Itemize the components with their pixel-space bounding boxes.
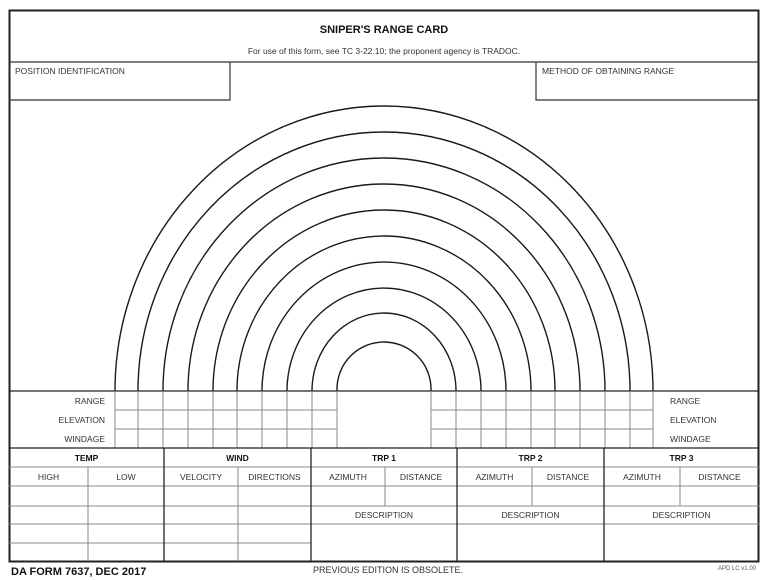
left-range-grid[interactable] xyxy=(115,391,337,448)
version-label: APD LC v1.00 xyxy=(717,566,756,572)
right-windage-label: WINDAGE xyxy=(670,434,711,444)
trp3-header: TRP 3 xyxy=(669,453,694,463)
trp3-description-field[interactable] xyxy=(605,525,757,560)
temp-low-header: LOW xyxy=(116,472,136,482)
right-range-grid[interactable] xyxy=(431,391,653,448)
wind-directions-field[interactable] xyxy=(239,487,310,560)
form-title: SNIPER'S RANGE CARD xyxy=(319,24,449,36)
trp2-azimuth-header: AZIMUTH xyxy=(475,472,514,482)
temp-high-header: HIGH xyxy=(37,472,60,482)
trp1-description-label: DESCRIPTION xyxy=(354,510,414,520)
trp2-azimuth-field[interactable] xyxy=(458,487,531,505)
trp3-distance-field[interactable] xyxy=(681,487,757,505)
trp2-distance-header: DISTANCE xyxy=(546,472,590,482)
trp3-azimuth-field[interactable] xyxy=(605,487,679,505)
edition-note: PREVIOUS EDITION IS OBSOLETE. xyxy=(313,565,464,575)
wind-directions-header: DIRECTIONS xyxy=(248,472,301,482)
left-elevation-label: ELEVATION xyxy=(58,415,105,425)
wind-header: WIND xyxy=(226,453,249,463)
trp1-distance-field[interactable] xyxy=(386,487,456,505)
wind-velocity-header: VELOCITY xyxy=(179,472,223,482)
wind-velocity-field[interactable] xyxy=(165,487,237,560)
position-identification-field[interactable] xyxy=(10,76,229,99)
trp1-description-field[interactable] xyxy=(312,525,456,560)
trp2-description-field[interactable] xyxy=(458,525,603,560)
trp1-azimuth-field[interactable] xyxy=(312,487,384,505)
trp1-header: TRP 1 xyxy=(372,453,396,463)
trp3-description-label: DESCRIPTION xyxy=(652,510,711,520)
temp-header: TEMP xyxy=(74,453,99,463)
form-subtitle: For use of this form, see TC 3-22.10; the proponent agency is TRADOC. xyxy=(247,46,521,56)
form-number: DA FORM 7637, DEC 2017 xyxy=(11,566,147,578)
trp2-description-label: DESCRIPTION xyxy=(501,510,560,520)
trp3-azimuth-header: AZIMUTH xyxy=(623,472,661,482)
temp-low-field[interactable] xyxy=(89,487,163,560)
trp3-distance-header: DISTANCE xyxy=(698,472,741,482)
trp1-azimuth-header: AZIMUTH xyxy=(329,472,367,482)
temp-high-field[interactable] xyxy=(10,487,87,560)
method-of-obtaining-range-field[interactable] xyxy=(537,76,757,99)
left-range-label: RANGE xyxy=(74,396,105,406)
right-range-label: RANGE xyxy=(670,396,701,406)
range-sector-diagram[interactable] xyxy=(115,106,653,391)
position-identification-label: POSITION IDENTIFICATION xyxy=(15,66,125,76)
trp1-distance-header: DISTANCE xyxy=(399,472,443,482)
trp2-distance-field[interactable] xyxy=(533,487,603,505)
left-windage-label: WINDAGE xyxy=(64,434,105,444)
method-of-obtaining-range-label: METHOD OF OBTAINING RANGE xyxy=(542,66,675,76)
right-elevation-label: ELEVATION xyxy=(670,415,717,425)
trp2-header: TRP 2 xyxy=(518,453,543,463)
